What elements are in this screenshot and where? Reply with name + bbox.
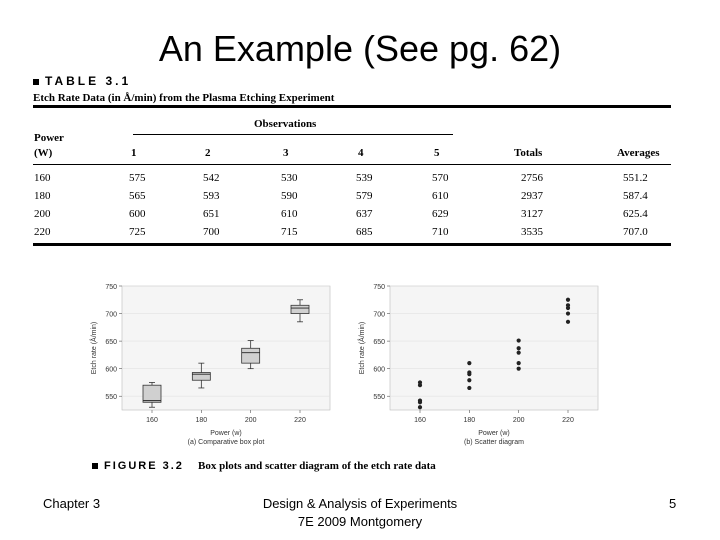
scatter-point	[418, 405, 422, 409]
table-cell: 2937	[521, 190, 543, 202]
table-cell: 200	[34, 208, 51, 220]
column-header: 3	[283, 147, 289, 159]
y-axis-label: Etch rate (Å/min)	[359, 321, 366, 375]
footer-chapter: Chapter 3	[43, 496, 101, 511]
header-rule	[33, 164, 671, 165]
table-cell: 220	[34, 226, 51, 238]
scatter-point	[418, 400, 422, 404]
table-cell: 579	[356, 190, 373, 202]
scatter-point	[467, 386, 471, 390]
table-cell: 600	[129, 208, 146, 220]
scatter-point	[467, 361, 471, 365]
slide-title: An Example (See pg. 62)	[158, 28, 562, 69]
column-header: Totals	[514, 147, 543, 159]
table-cell: 3535	[521, 226, 543, 238]
table-cell: 2756	[521, 172, 543, 184]
figure-label	[92, 460, 184, 472]
table-label-text: TABLE 3.1	[45, 74, 132, 88]
table-cell: 570	[432, 172, 449, 184]
column-header: 5	[434, 147, 440, 159]
scatter-point	[566, 306, 570, 310]
page-number: 5	[669, 496, 677, 511]
y-tick-label: 750	[373, 284, 385, 291]
table-caption: Etch Rate Data (in Å/min) from the Plasma Etching Experiment	[33, 92, 335, 104]
y-tick-label: 550	[373, 394, 385, 402]
table-cell: 610	[281, 208, 298, 220]
figure-caption: Box plots and scatter diagram of the etch rate data	[198, 460, 436, 472]
table-cell: 707.0	[623, 226, 648, 238]
x-axis-label: Power (w)	[210, 430, 242, 437]
figure-label-text: FIGURE 3.2	[104, 460, 184, 472]
box	[242, 348, 260, 363]
table-cell: 637	[356, 208, 373, 220]
table-cell: 539	[356, 172, 373, 184]
x-tick-label: 200	[512, 417, 525, 424]
box-plot-chart	[89, 284, 330, 446]
x-tick-label: 220	[562, 417, 574, 424]
scatter-chart	[357, 284, 598, 446]
x-tick-label: 200	[244, 417, 257, 424]
table-cell: 542	[203, 172, 220, 184]
scatter-point	[517, 361, 521, 365]
x-tick-label: 180	[463, 417, 476, 424]
y-tick-label: 750	[105, 284, 117, 291]
observations-header: Observations	[254, 118, 317, 130]
x-axis-label: Power (w)	[478, 430, 510, 437]
table-label	[33, 74, 131, 88]
column-header: 4	[358, 147, 364, 159]
y-tick-label: 700	[105, 311, 117, 319]
table-cell: 700	[203, 226, 220, 238]
table-cell: 160	[34, 172, 51, 184]
table-cell: 593	[203, 190, 220, 202]
scatter-point	[467, 378, 471, 382]
table-cell: 610	[432, 190, 449, 202]
y-axis-label: Etch rate (Å/min)	[91, 321, 98, 375]
x-tick-label: 160	[414, 417, 426, 424]
table-cell: 587.4	[623, 190, 648, 202]
scatter-point	[566, 298, 570, 302]
table-cell: 651	[203, 208, 220, 220]
x-tick-label: 220	[294, 417, 306, 424]
box	[192, 373, 210, 381]
table-cell: 590	[281, 190, 298, 202]
chart-subcaption: (a) Comparative box plot	[187, 439, 265, 446]
box	[291, 305, 309, 313]
power-header: Power	[34, 132, 64, 144]
y-tick-label: 550	[105, 394, 117, 402]
table-cell: 725	[129, 226, 146, 238]
table-cell: 565	[129, 190, 146, 202]
y-tick-label: 650	[105, 339, 117, 347]
y-tick-label: 650	[373, 339, 385, 347]
table-cell: 625.4	[623, 208, 648, 220]
scatter-point	[517, 367, 521, 371]
chart-subcaption: (b) Scatter diagram	[464, 439, 524, 446]
scatter-point	[517, 338, 521, 342]
scatter-point	[517, 346, 521, 350]
scatter-point	[517, 351, 521, 355]
table-cell: 180	[34, 190, 51, 202]
table-top-rule	[33, 105, 671, 108]
x-tick-label: 160	[146, 417, 158, 424]
x-tick-label: 180	[195, 417, 208, 424]
table-cell: 710	[432, 226, 449, 238]
bullet-square-icon	[33, 79, 39, 85]
table-cell: 685	[356, 226, 373, 238]
column-header: 1	[131, 147, 137, 159]
table-cell: 3127	[521, 208, 543, 220]
column-header: 2	[205, 147, 211, 159]
footer-edition: 7E 2009 Montgomery	[297, 514, 423, 529]
bullet-square-icon	[92, 463, 98, 469]
table-cell: 715	[281, 226, 298, 238]
column-header: Averages	[617, 147, 660, 159]
table-cell: 575	[129, 172, 146, 184]
table-cell: 530	[281, 172, 298, 184]
scatter-point	[566, 311, 570, 315]
table-cell: 551.2	[623, 172, 648, 184]
power-unit-header: (W)	[34, 147, 53, 159]
scatter-point	[418, 383, 422, 387]
figure-charts	[80, 276, 640, 456]
footer-course-title: Design & Analysis of Experiments	[262, 496, 458, 511]
y-tick-label: 700	[373, 311, 385, 319]
observations-rule	[133, 134, 453, 135]
table-bottom-rule	[33, 243, 671, 246]
y-tick-label: 600	[373, 366, 385, 374]
y-tick-label: 600	[105, 366, 117, 374]
scatter-point	[467, 372, 471, 376]
scatter-point	[566, 320, 570, 324]
table-cell: 629	[432, 208, 449, 220]
box	[143, 385, 161, 402]
